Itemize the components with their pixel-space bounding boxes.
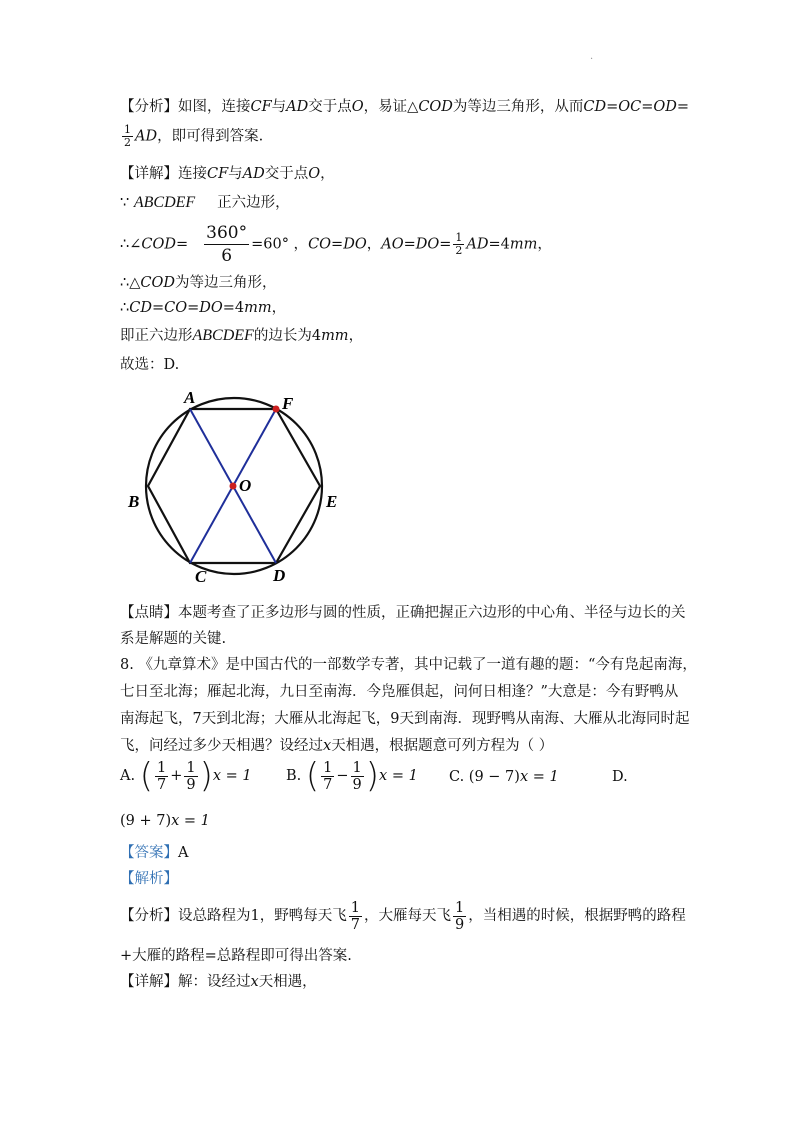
detail-tag: 【详解】	[120, 166, 178, 182]
answer-line	[120, 843, 188, 863]
hexagon-figure	[120, 385, 360, 590]
label-d: D	[273, 566, 286, 585]
point-o	[230, 483, 237, 490]
jiexi-line	[120, 869, 178, 889]
detail2-line: 【详解】解：设经过x天相遇，	[120, 974, 317, 990]
label-c: C	[195, 567, 207, 586]
analysis2-line-1: 【分析】设总路程为1，野鸭每天飞 $\frac{1}{7}$ ，大雁每天飞 $\frac{1}{9}$ ，当相遇的时候，根据野鸭的路程	[120, 899, 686, 933]
comment-tag: 【点睛】	[120, 605, 178, 621]
label-o: O	[239, 476, 252, 495]
comment-line-1: 【点睛】本题考查了正多边形与圆的性质，正确把握正六边形的中心角、半径与边长的关	[120, 605, 686, 621]
page-mark: ·	[590, 54, 594, 65]
label-a: A	[184, 388, 196, 407]
point-f	[273, 406, 280, 413]
label-e: E	[326, 492, 338, 511]
question-8-line-3: 南海起飞，7天到北海；大雁从北海起飞，9天到南海．现野鸭从南海、大雁从北海同时起	[120, 711, 690, 727]
detail-line-5: ∴CD=CO=DO=4mm，	[120, 300, 287, 316]
fraction-360-6: $\frac{360^\circ}{6}$	[206, 223, 248, 266]
detail-line-4: ∴△COD为等边三角形，	[120, 275, 277, 291]
question-8-line-4: 飞，问经过多少天相遇？设经过x天相遇，根据题意可列方程为（ ）	[120, 738, 554, 754]
detail-line-1: 【详解】连接CF与AD交于点O，	[120, 166, 335, 182]
detail-line-2: ∵ ABCDEF 正六边形，	[120, 194, 290, 211]
comment-line-2: 系是解题的关键.	[120, 631, 227, 647]
fraction-1-9: $\frac{1}{9}$	[454, 899, 465, 933]
analysis2-line-2: +大雁的路程=总路程即可得出答案.	[120, 948, 352, 964]
question-8-line-2: 七日至北海；雁起北海，九日至南海．今凫雁俱起，问何日相逢？”大意是：今有野鸭从	[120, 684, 679, 700]
jiexi-tag: 【解析】	[120, 871, 178, 887]
label-b: B	[128, 492, 140, 511]
analysis-line-2: $\frac{1}{2}$ AD，即可得到答案.	[124, 123, 264, 149]
analysis-line-1: 【分析】如图，连接CF与AD交于点O，易证△COD为等边三角形，从而CD=OC=OD=	[120, 99, 690, 115]
detail-line-3: ∴∠COD= $\frac{360^\circ}{6}$ =60° ，CO=DO，AO=DO= $\frac{1}{2}$ AD=4mm，	[120, 223, 552, 266]
answer-tag: 【答案】	[120, 845, 178, 861]
answer-value: A	[178, 845, 189, 861]
option-a[interactable]: A. ( $\frac{1}{7}$ + $\frac{1}{9}$ )x = 1	[120, 756, 252, 796]
question-8-line-1: 8. 《九章算术》是中国古代的一部数学专著，其中记载了一道有趣的题：“今有凫起南海，	[120, 657, 697, 673]
fraction-half: $\frac{1}{2}$	[124, 123, 131, 149]
fraction-1-7: $\frac{1}{7}$	[350, 899, 360, 933]
detail-line-6: 即正六边形ABCDEF的边长为4mm，	[120, 327, 364, 344]
fraction-half-2: $\frac{1}{2}$	[455, 231, 463, 257]
analysis-tag: 【分析】	[120, 99, 178, 115]
label-f: F	[282, 394, 294, 413]
option-b[interactable]: B. ( $\frac{1}{7}$ − $\frac{1}{9}$ )x = 1	[286, 756, 418, 796]
option-c[interactable]: C. (9 − 7)x = 1	[449, 769, 559, 785]
option-d-expression: (9 + 7)x = 1	[120, 813, 210, 829]
option-d[interactable]: D.	[612, 769, 628, 785]
detail-line-7: 故选：D.	[120, 357, 180, 373]
